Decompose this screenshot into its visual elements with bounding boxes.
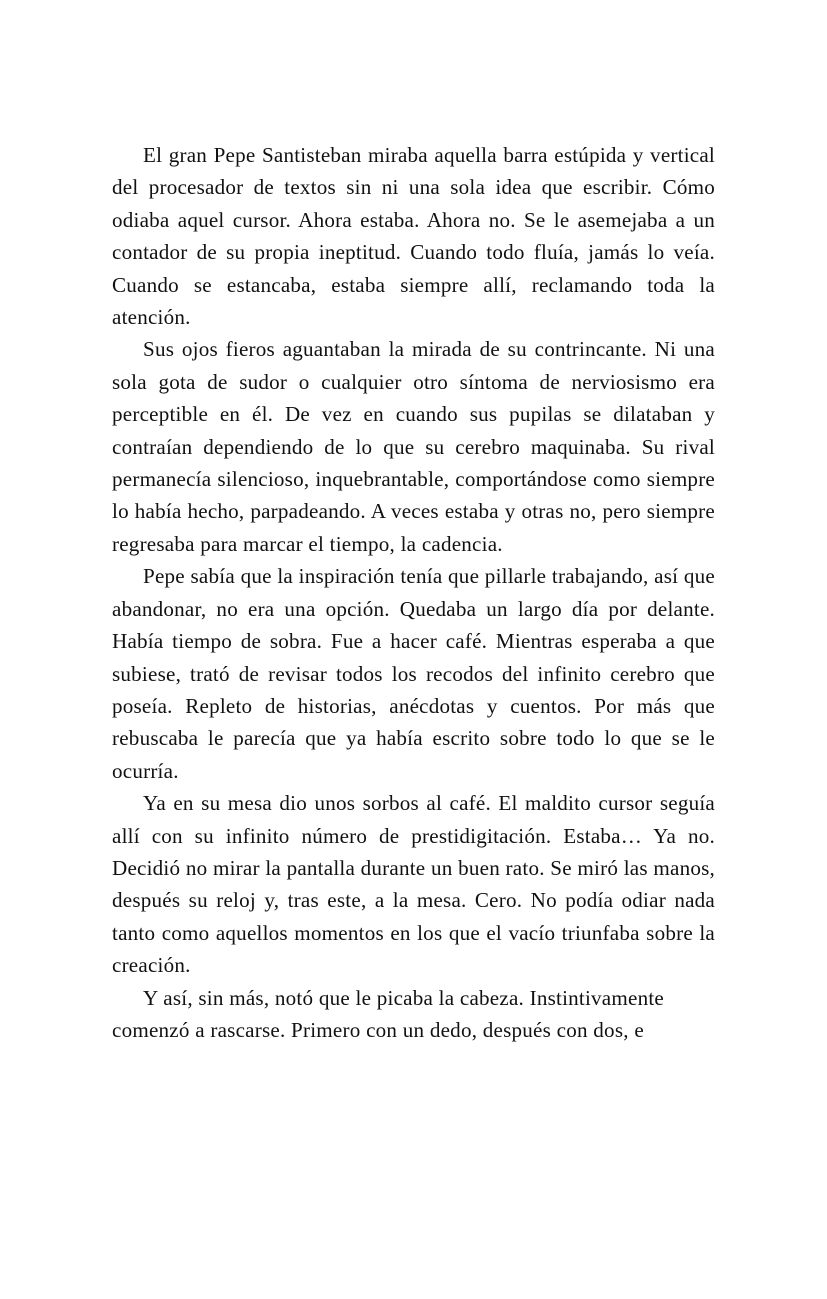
body-text-block [112,139,715,1046]
body-paragraph: Ya en su mesa dio unos sorbos al café. El maldito cursor seguía allí con su infinito número de prestidigitación. Estaba… Ya no. Decidió no mirar la pantalla durante un buen rato. Se miró las manos, después su reloj y, tras este, a la mesa. Cero. No podía odiar nada tanto como aquellos momentos en los que el vacío triunfaba sobre la creación. [112,791,715,978]
body-paragraph: Sus ojos fieros aguantaban la mirada de su contrincante. Ni una sola gota de sudor o cualquier otro síntoma de nerviosismo era perceptible en él. De vez en cuando sus pupilas se dilataban y contraían dependiendo de lo que su cerebro maquinaba. Su rival permanecía silencioso, inquebrantable, comportándose como siempre lo había hecho, parpadeando. A veces estaba y otras no, pero siempre regresaba para marcar el tiempo, la cadencia. [112,337,715,556]
body-paragraph: Y así, sin más, notó que le picaba la cabeza. Instintivamente comenzó a rascarse. Primero con un dedo, después con dos, e [112,985,664,1042]
body-paragraph: Pepe sabía que la inspiración tenía que pillarle trabajando, así que abandonar, no era una opción. Quedaba un largo día por delante. Había tiempo de sobra. Fue a hacer café. Mientras esperaba a que subiese, trató de revisar todos los recodos del infinito cerebro que poseía. Repleto de historias, anécdotas y cuentos. Por más que rebuscaba le parecía que ya había escrito sobre todo lo que se le ocurría. [112,564,715,783]
body-paragraph: El gran Pepe Santisteban miraba aquella barra estúpida y vertical del procesador de textos sin ni una sola idea que escribir. Cómo odiaba aquel cursor. Ahora estaba. Ahora no. Se le asemejaba a un contador de su propia ineptitud. Cuando todo fluía, jamás lo veía. Cuando se estancaba, estaba siempre allí, reclamando toda la atención. [112,143,715,330]
